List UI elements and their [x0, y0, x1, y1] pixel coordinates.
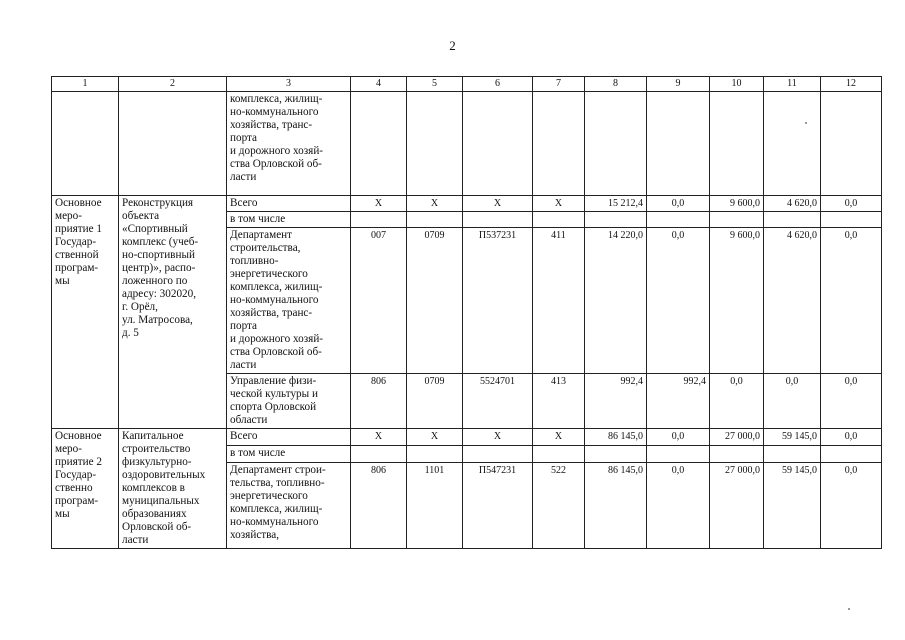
column-number: 7 [533, 77, 585, 92]
executor-cell: комплекса, жилищ- но-коммунального хозяйства, транс- порта и дорожного хозяй- ства Орловской об- ласти [227, 92, 351, 196]
measure-1-description: Реконструкция объекта «Спортивный комплекс (учеб- но-спортивный центр)», распо- ложенного по адресу: 302020, г. Орёл, ул. Матросова, д. 5 [119, 196, 227, 429]
measure-2-total-row: Основное меро- приятие 2 Государ- ственно програм- мы Капитальное строительство физкультурно- оздоровительных комплексов в муниципальных образованиях Орловской об- ласти Всего Х Х Х Х 86 145,0 0,0 27 000,0 59 145,0 0,0 [52, 429, 882, 446]
scan-speck [805, 122, 807, 124]
total-label: Всего [227, 196, 351, 212]
measure-1-executor-row: Департамент строительства, топливно- энергетического комплекса, жилищ- но-коммунального хозяйства, транс- порта и дорожного хозяй- ства Орловской об- ласти 007 0709 П537231 411 14 220,0 0,0 9 600,0 4 620,0 0,0 [52, 228, 882, 374]
column-number: 9 [647, 77, 710, 92]
executor-cell: Управление физи- ческой культуры и спорта Орловской области [227, 374, 351, 429]
measure-1-executor-row: Управление физи- ческой культуры и спорта Орловской области 806 0709 5524701 413 992,4 992,4 0,0 0,0 0,0 [52, 374, 882, 429]
column-number: 6 [463, 77, 533, 92]
measure-2-title: Основное меро- приятие 2 Государ- ственно програм- мы [52, 429, 119, 549]
column-number: 8 [585, 77, 647, 92]
including-label: в том числе [227, 445, 351, 462]
column-number: 5 [407, 77, 463, 92]
column-number: 10 [710, 77, 764, 92]
total-label: Всего [227, 429, 351, 446]
scan-speck [848, 608, 850, 610]
column-number-row [52, 77, 882, 92]
measure-1-title: Основное меро- приятие 1 Государ- ственной програм- мы [52, 196, 119, 429]
measure-2-executor-row: Департамент строи- тельства, топливно- энергетического комплекса, жилищ- но-коммунального хозяйства, 806 1101 П547231 522 86 145,0 0,0 27 000,0 59 145,0 0,0 [52, 462, 882, 548]
measure-1-total-row: Основное меро- приятие 1 Государ- ственной програм- мы Реконструкция объекта «Спортивный комплекс (учеб- но-спортивный центр)», распо- ложенного по адресу: 302020, г. Орёл, ул. Матросова, д. 5 Всего Х Х Х Х 15 212,4 0,0 9 600,0 4 620,0 0,0 [52, 196, 882, 212]
executor-cell: Департамент строи- тельства, топливно- энергетического комплекса, жилищ- но-коммунального хозяйства, [227, 462, 351, 548]
column-number: 2 [119, 77, 227, 92]
including-label: в том числе [227, 212, 351, 228]
column-number: 4 [351, 77, 407, 92]
measure-2-description: Капитальное строительство физкультурно- оздоровительных комплексов в муниципальных образованиях Орловской об- ласти [119, 429, 227, 549]
page-number: 2 [449, 38, 456, 53]
budget-table [51, 76, 882, 549]
column-number: 12 [821, 77, 882, 92]
column-number: 3 [227, 77, 351, 92]
continuation-row [52, 92, 882, 196]
column-number: 1 [52, 77, 119, 92]
executor-cell: Департамент строительства, топливно- энергетического комплекса, жилищ- но-коммунального хозяйства, транс- порта и дорожного хозяй- ства Орловской об- ласти [227, 228, 351, 374]
column-number: 11 [764, 77, 821, 92]
